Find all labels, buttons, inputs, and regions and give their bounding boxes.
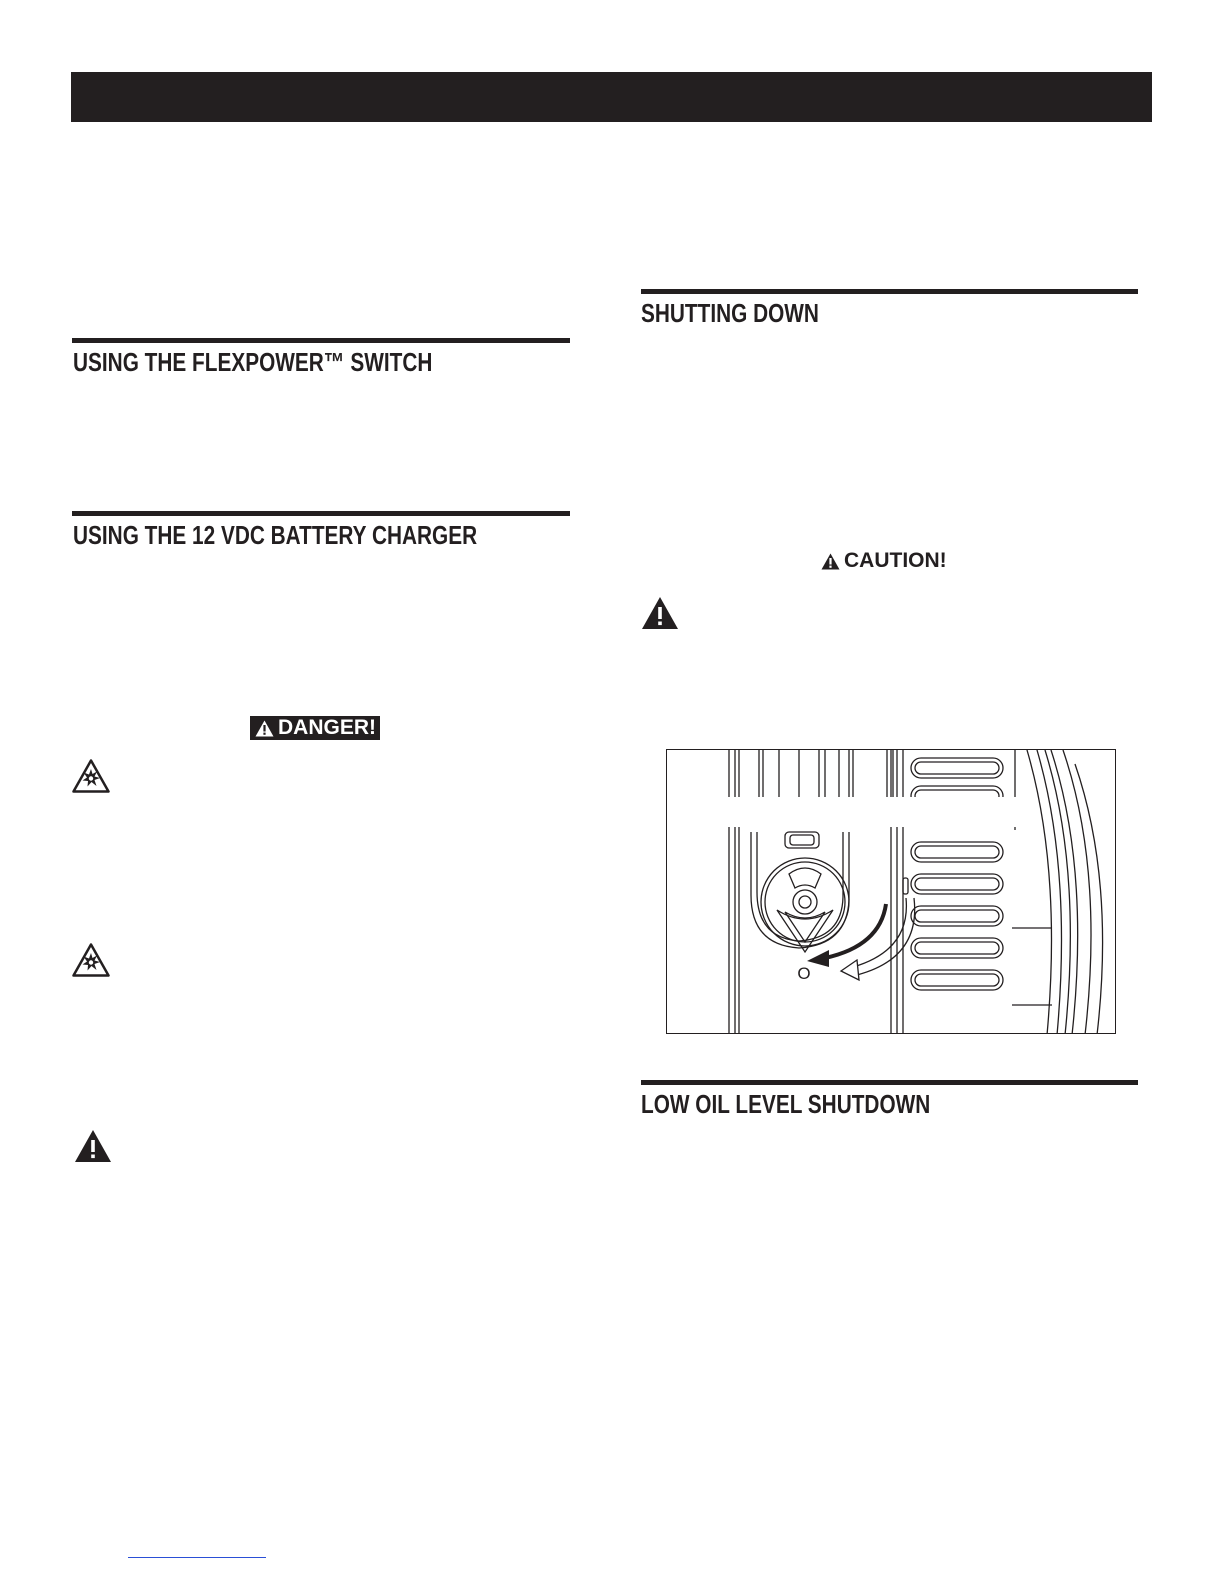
danger-signal-word <box>250 716 380 740</box>
safety-alert-icon <box>74 1129 112 1163</box>
section-rule-flexpower <box>72 338 570 343</box>
footer-link-underline <box>128 1557 266 1558</box>
section-rule-battery-charger <box>72 511 570 516</box>
page-header-bar <box>71 72 1152 122</box>
explosion-hazard-icon <box>72 759 110 793</box>
danger-label: DANGER! <box>278 716 376 739</box>
section-rule-shutting-down <box>641 289 1138 294</box>
heading-low-oil-shutdown: LOW OIL LEVEL SHUTDOWN <box>641 1089 931 1119</box>
switch-off-symbol: O <box>797 964 811 983</box>
section-rule-low-oil <box>641 1080 1138 1085</box>
heading-flexpower-switch: USING THE FLEXPOWER™ SWITCH <box>73 347 433 377</box>
warning-triangle-icon <box>821 553 840 570</box>
heading-battery-charger: USING THE 12 VDC BATTERY CHARGER <box>73 520 478 550</box>
engine-switch-figure <box>666 749 1116 1034</box>
warning-triangle-icon <box>255 720 274 737</box>
caution-label: CAUTION! <box>844 549 947 572</box>
heading-shutting-down: SHUTTING DOWN <box>641 298 819 328</box>
engine-switch-illustration <box>667 750 1116 1034</box>
caution-signal-word <box>821 549 947 573</box>
explosion-hazard-icon <box>72 943 110 977</box>
safety-alert-icon <box>641 596 679 630</box>
